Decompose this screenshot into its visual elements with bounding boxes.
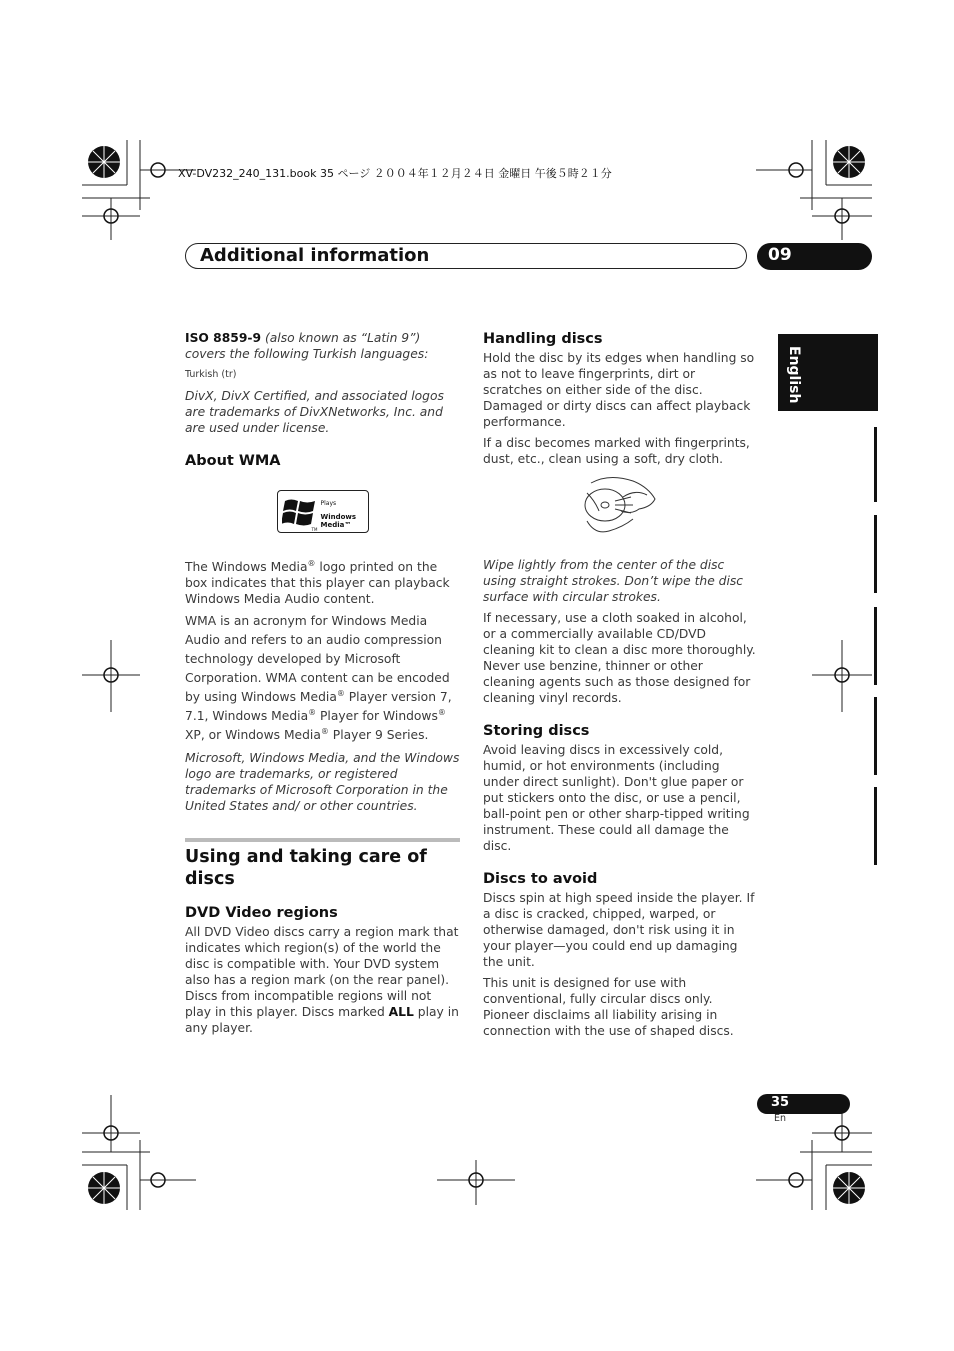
side-index-bar bbox=[874, 427, 877, 502]
registered-mark: ® bbox=[320, 726, 329, 736]
wma-p2-text: Player version 7, 7.1, Windows Media bbox=[185, 690, 452, 723]
wma-p1-text: The Windows Media bbox=[185, 560, 308, 574]
wma-p2-text: WMA is an acronym for Windows Media Audio and refers to an audio compression technology developed by Microsoft Corporation. WMA content can be encoded by using Windows Media bbox=[185, 614, 450, 704]
disc-wiping-illustration bbox=[483, 475, 758, 551]
wma-p2-text: XP, or Windows Media bbox=[185, 728, 321, 742]
chapter-number: 09 bbox=[768, 245, 792, 265]
wma-paragraph-2 bbox=[185, 612, 460, 745]
iso-languages: Turkish (tr) bbox=[185, 369, 237, 380]
iso-description: (also known as “Latin 9”) covers the following Turkish languages: bbox=[185, 331, 429, 361]
handling-heading: Handling discs bbox=[483, 331, 603, 347]
wma-p2-text: Player for Windows bbox=[316, 709, 438, 723]
registered-mark: ® bbox=[308, 707, 317, 717]
dvd-text: All DVD Video discs carry a region mark that indicates which region(s) of the world the disc is compatible with. Your DVD system also has a region mark (on the rear panel). Discs from incompatible regions will not play in this player. Discs marked bbox=[185, 925, 459, 1019]
wipe-caption: Wipe lightly from the center of the disc using straight strokes. Don’t wipe the disc surface with circular strokes. bbox=[483, 558, 744, 604]
registered-mark: ® bbox=[437, 707, 446, 717]
side-index-bar bbox=[874, 607, 877, 685]
handling-paragraph-2: If a disc becomes marked with fingerprints, dust, etc., clean using a soft, dry cloth. bbox=[483, 436, 750, 466]
registered-mark: ® bbox=[307, 558, 316, 568]
dvd-regions-heading: DVD Video regions bbox=[185, 905, 338, 921]
language-label: English bbox=[786, 346, 802, 404]
wma-p1-text: logo printed on the box indicates that this player can playback Windows Media Audio content. bbox=[185, 560, 450, 606]
side-index-bar bbox=[874, 515, 877, 593]
dvd-text-bold: ALL bbox=[388, 1005, 414, 1019]
avoid-paragraph-1: Discs spin at high speed inside the player. If a disc is cracked, chipped, warped, or otherwise damaged, don't risk using it in your player—you could end up damaging the unit. bbox=[483, 891, 755, 969]
chapter-badge bbox=[757, 243, 872, 270]
iso-term: ISO 8859-9 bbox=[185, 331, 262, 345]
section-title-bar bbox=[185, 243, 747, 269]
handling-paragraph-3: If necessary, use a cloth soaked in alcohol, or a commercially available CD/DVD cleaning kit to clean a disc more thoroughly. Never use benzine, thinner or other cleaning agents such as those designed for cleaning vinyl records. bbox=[483, 611, 756, 705]
dvd-regions-text bbox=[185, 924, 460, 1036]
wma-heading: About WMA bbox=[185, 453, 281, 469]
section-title: Additional information bbox=[200, 245, 430, 266]
side-index-bar bbox=[874, 697, 877, 775]
language-tab bbox=[778, 334, 878, 411]
windows-media-logo bbox=[277, 490, 369, 533]
iso-paragraph bbox=[185, 330, 460, 362]
storing-heading: Storing discs bbox=[483, 723, 590, 739]
logo-media: Media™ bbox=[320, 521, 352, 529]
avoid-heading: Discs to avoid bbox=[483, 871, 598, 887]
dvd-text: play in any player. bbox=[185, 1005, 459, 1035]
logo-windows: Windows bbox=[320, 513, 357, 521]
page-language-code: En bbox=[774, 1113, 787, 1124]
logo-tm: TM bbox=[311, 527, 318, 532]
wma-paragraph-1 bbox=[185, 559, 460, 607]
divx-trademark-note: DivX, DivX Certified, and associated logos are trademarks of DivXNetworks, Inc. and are used under license. bbox=[185, 389, 444, 435]
right-column bbox=[483, 330, 758, 1044]
avoid-paragraph-2: This unit is designed for use with conventional, fully circular discs only. Pioneer disclaims all liability arising in connection with the use of shaped discs. bbox=[483, 976, 734, 1038]
print-header: XV-DV232_240_131.book 35 ページ ２００４年１２月２４日 金曜日 午後５時２１分 bbox=[178, 167, 612, 180]
side-index-bar bbox=[874, 787, 877, 865]
microsoft-trademark-note: Microsoft, Windows Media, and the Windows logo are trademarks, or registered trademarks of Microsoft Corporation in the United States and/ or other countries. bbox=[185, 751, 460, 813]
care-section-heading: Using and taking care of discs bbox=[185, 838, 460, 890]
registered-mark: ® bbox=[336, 688, 345, 698]
page-number-badge bbox=[757, 1094, 850, 1114]
logo-plays: Plays bbox=[320, 500, 337, 507]
handling-paragraph-1: Hold the disc by its edges when handling so as not to leave fingerprints, dirt or scratches on either side of the disc. Damaged or dirty discs can affect playback performance. bbox=[483, 351, 755, 429]
storing-paragraph: Avoid leaving discs in excessively cold, humid, or hot environments (including under direct sunlight). Don't glue paper or put stickers onto the disc, or use a pencil, ball-point pen or other sharp-tipped writing instrument. These could all damage the disc. bbox=[483, 743, 750, 853]
page-number: 35 bbox=[771, 1095, 790, 1110]
left-column bbox=[185, 330, 460, 1041]
wma-p2-text: Player 9 Series. bbox=[328, 728, 429, 742]
